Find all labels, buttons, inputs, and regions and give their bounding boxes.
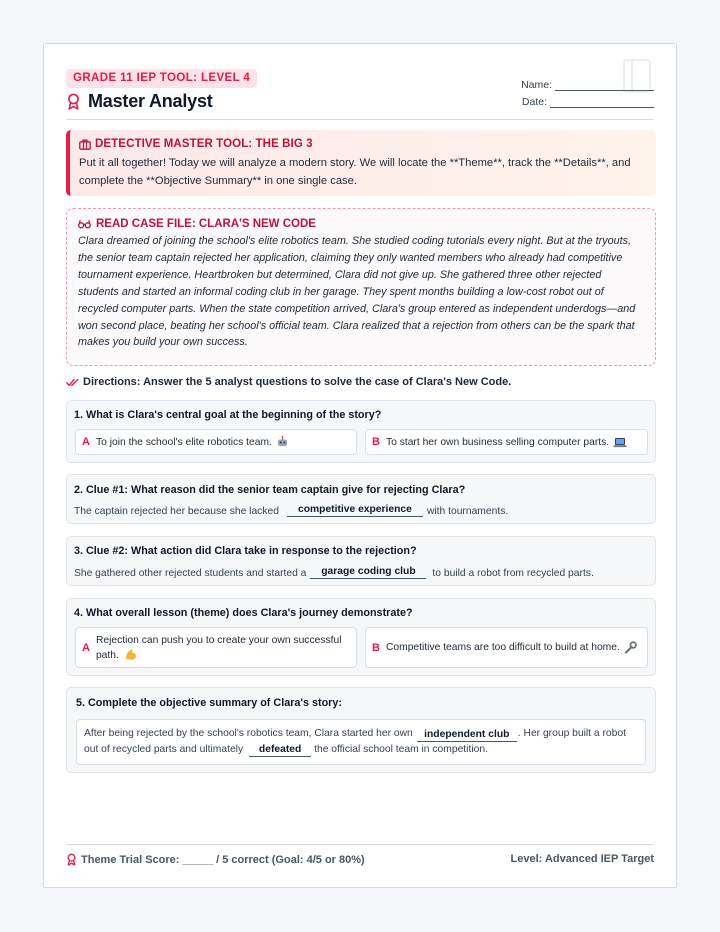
date-label: Date: [521, 96, 547, 108]
option-text: Rejection can push you to create your own successful path. [95, 634, 342, 661]
question-3-title: 3. Clue #2: What action did Clara take in response to the rejection? [74, 545, 417, 557]
summary-answer-blank-1[interactable]: independent club [417, 729, 517, 742]
sentence-part: with tournaments. [426, 506, 509, 517]
double-check-icon [66, 378, 79, 387]
sentence-part: out of recycled parts and ultimately [84, 743, 244, 755]
award-ribbon-icon [66, 93, 81, 110]
level-text: Level: Advanced IEP Target [510, 853, 654, 865]
tool-heading: DETECTIVE MASTER TOOL: THE BIG 3 [95, 138, 313, 150]
option-text: Competitive teams are too difficult to build at home. [385, 642, 620, 653]
question-3-box [66, 536, 656, 586]
question-5-title: 5. Complete the objective summary of Clara's story: [76, 697, 342, 709]
sentence-part: . Her group built a robot [517, 728, 626, 739]
question-5-box [66, 687, 656, 773]
page-title: Master Analyst [88, 91, 213, 111]
question-2-answer-blank[interactable]: competitive experience [287, 503, 423, 517]
directions-text: Directions: Answer the 5 analyst questions to solve the case of Clara's New Code. [83, 376, 512, 388]
question-1-box [66, 400, 656, 463]
question-4-option-a[interactable] [75, 627, 357, 668]
date-field[interactable] [550, 97, 654, 108]
title-row [66, 91, 213, 112]
sentence-part: She gathered other rejected students and started a [74, 568, 307, 579]
question-1-option-b[interactable] [365, 429, 648, 455]
case-story-text: Clara dreamed of joining the school's elite robotics team. She studied coding tutorials every night. But at the tryouts, the senior team captain rejected her application, claiming they only wanted members who already had competitive tournament experience. Heartbroken but determined, Clara did not give up. She gathered three other rejected students and started an informal coding club in her garage. They spent months building a low-cost robot out of recycled computer parts. When the state competition arrived, Clara's group entered as independent underdogs—and won second place, beating her school's official team. Clara realized that a rejection from others can be the spark that makes you build your own success. [78, 235, 636, 349]
master-tool-callout [66, 130, 656, 196]
wrench-icon [624, 641, 637, 654]
summary-card [76, 719, 646, 765]
question-1-option-a[interactable] [75, 429, 357, 455]
grade-badge: GRADE 11 IEP TOOL: LEVEL 4 [66, 69, 257, 88]
question-3-answer-blank[interactable]: garage coding club [310, 565, 426, 579]
option-letter: A [82, 436, 90, 448]
worksheet-page [43, 43, 677, 888]
sentence-part: the official school team in competition. [314, 743, 488, 755]
score-row [66, 853, 365, 866]
case-file-heading-row [78, 218, 644, 230]
directions-row [66, 376, 511, 388]
footer-divider [66, 844, 654, 845]
sentence-part: The captain rejected her because she lacked [74, 506, 279, 517]
case-file-heading: READ CASE FILE: CLARA'S NEW CODE [96, 218, 316, 230]
briefcase-icon [79, 139, 91, 150]
sentence-part: to build a robot from recycled parts. [432, 568, 594, 579]
laptop-icon [613, 437, 627, 448]
question-1-title: 1. What is Clara's central goal at the beginning of the story? [74, 409, 382, 421]
sentence-part: After being rejected by the school's robotics team, Clara started her own [84, 728, 413, 739]
name-label: Name: [521, 79, 552, 91]
question-4-title: 4. What overall lesson (theme) does Clara's journey demonstrate? [74, 607, 413, 619]
name-date-block [521, 75, 654, 109]
summary-line-2 [84, 742, 638, 758]
glasses-icon [78, 219, 91, 229]
name-field[interactable] [555, 80, 654, 91]
score-text: Theme Trial Score: _____ / 5 correct (Goal: 4/5 or 80%) [81, 853, 365, 866]
award-ribbon-icon [66, 853, 77, 866]
tool-body: Put it all together! Today we will analyze a modern story. We will locate the **Theme**, track the **Details**, and complete the **Objective Summary** in one single case. [79, 157, 631, 187]
option-letter: B [372, 641, 380, 654]
question-2-box [66, 474, 656, 524]
question-4-option-b[interactable] [365, 627, 648, 668]
tool-heading-row [79, 138, 646, 150]
flexed-bicep-icon [124, 648, 138, 661]
question-4-box [66, 598, 656, 676]
option-text: To start her own business selling computer parts. [385, 436, 610, 448]
question-2-title: 2. Clue #1: What reason did the senior team captain give for rejecting Clara? [74, 484, 466, 496]
question-3-sentence [74, 565, 594, 579]
option-letter: B [372, 436, 380, 448]
summary-line-1 [84, 726, 638, 742]
summary-answer-blank-2[interactable]: defeated [249, 744, 311, 757]
robot-icon [276, 436, 289, 448]
option-letter: A [82, 641, 90, 654]
option-text-wrap [96, 633, 346, 663]
option-text: To join the school's elite robotics team. [95, 436, 272, 448]
question-2-sentence [74, 503, 508, 517]
case-file-box [66, 208, 656, 366]
header-divider [66, 119, 654, 120]
